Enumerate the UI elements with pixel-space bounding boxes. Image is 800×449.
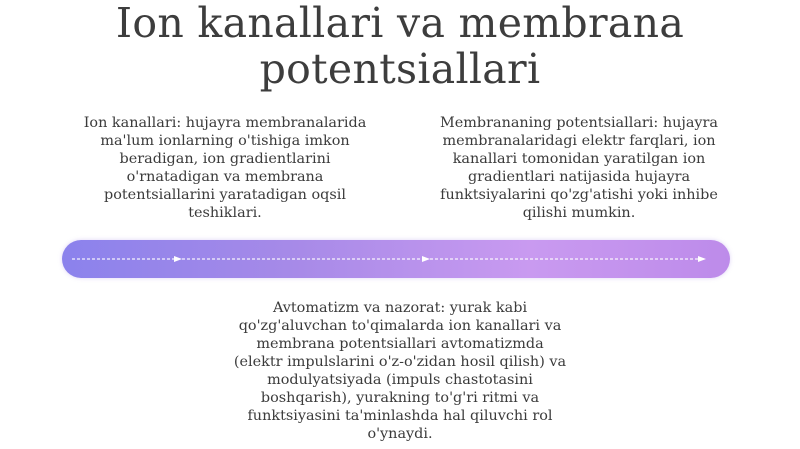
automatism-text: Avtomatizm va nazorat: yurak kabi qo'zg'aluvchan to'qimalarda ion kanallari va membrana potentsiallari avtomatizmda (elektr impulslarini o'z-o'zidan hosil qilish) va modulyatsiyada (impuls chastotasini boshqarish), yurakning to'g'ri ritmi va funktsiyasini ta'minlashda hal qiluvchi rol o'ynaydi. [233, 300, 567, 442]
arrow-head-1 [174, 256, 182, 262]
title-line-1: Ion kanallari va membrana [115, 0, 685, 47]
page-title [0, 0, 800, 92]
title-line-2: potentsiallari [259, 45, 541, 93]
timeline-bar [62, 240, 730, 278]
timeline-arrows [62, 240, 730, 278]
arrow-head-2 [422, 256, 430, 262]
ion-channels-text: Ion kanallari: hujayra membranalarida ma'lum ionlarning o'tishiga imkon beradigan, ion gradientlarini o'rnatadigan va membrana potentsiallarini yaratadigan oqsil teshiklari. [83, 115, 367, 221]
membrane-potentials-text: Membrananing potentsiallari: hujayra membranalaridagi elektr farqlari, ion kanallari tomonidan yaratilgan ion gradientlari natijasida hujayra funktsiyalarini qo'zg'atishi yoki inhibe qilishi mumkin. [440, 115, 718, 221]
arrow-head-3 [698, 256, 706, 262]
